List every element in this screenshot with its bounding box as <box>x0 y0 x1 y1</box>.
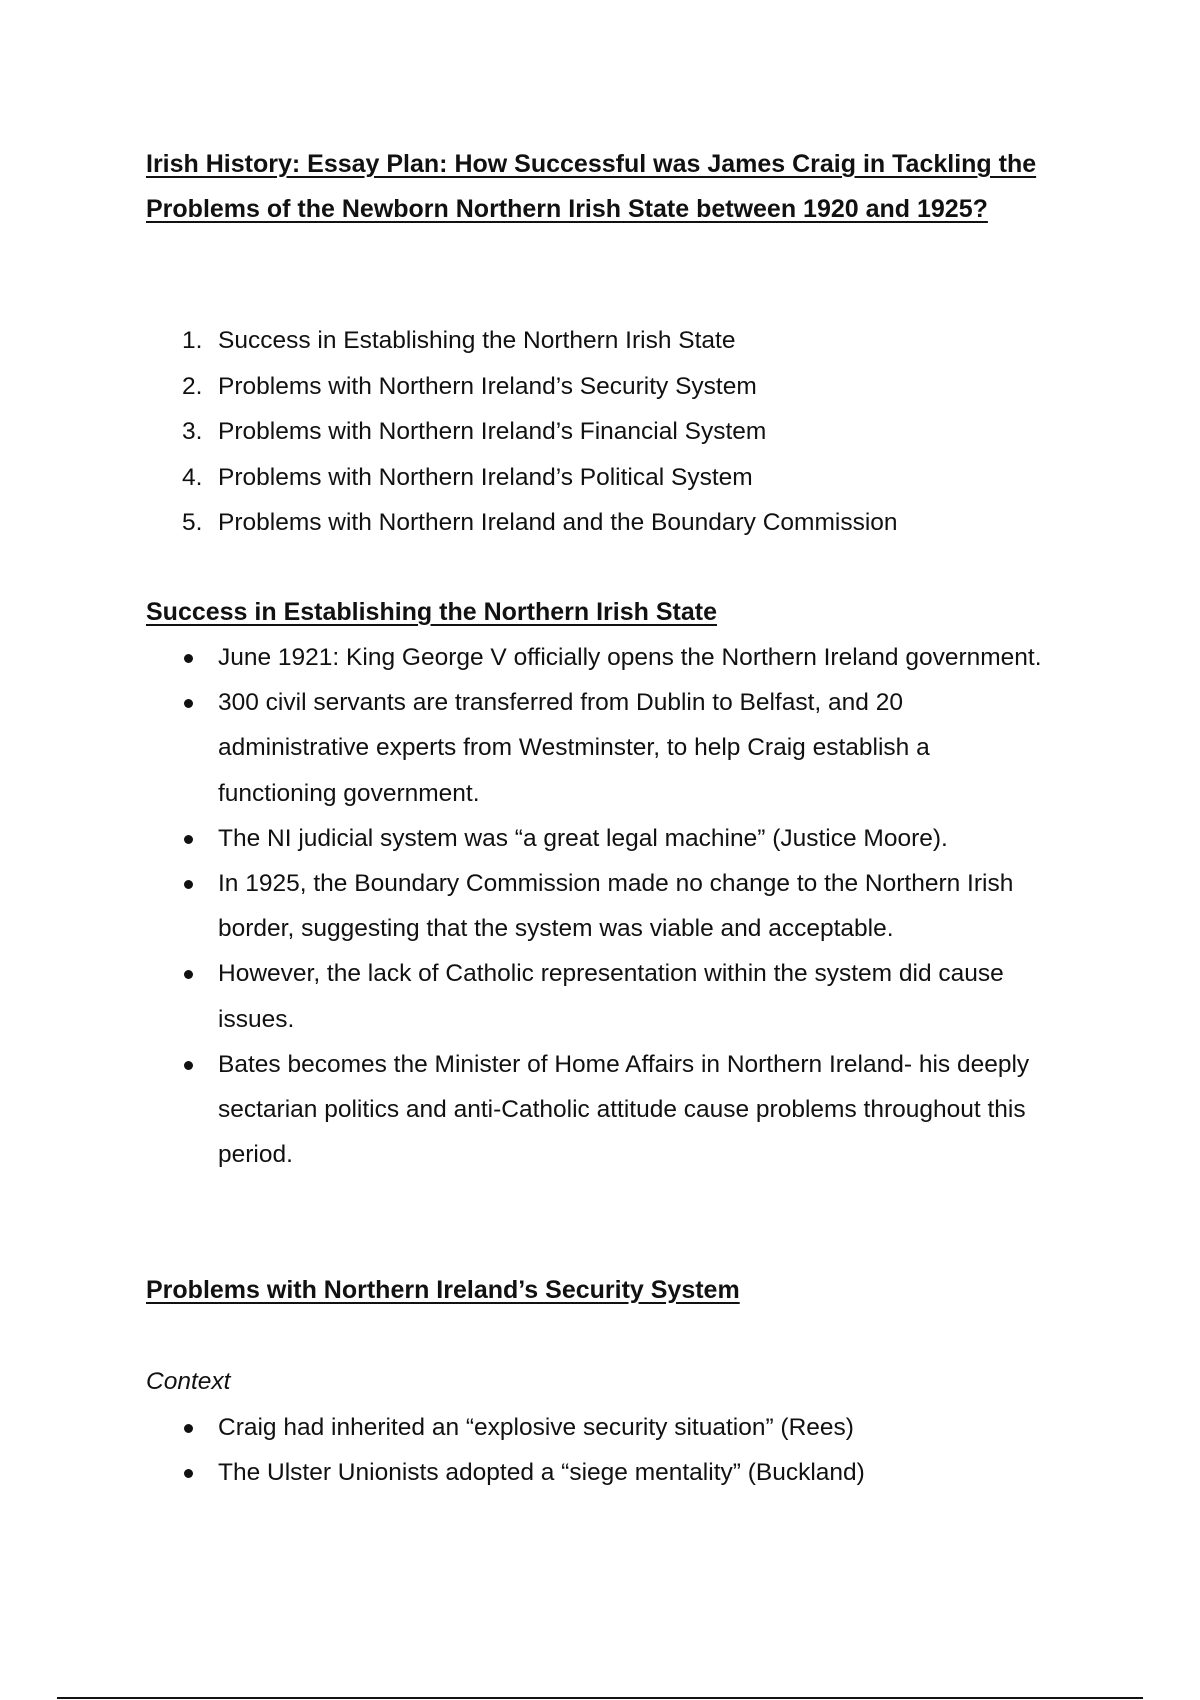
bullet-icon <box>184 880 193 889</box>
bullet-text: 300 civil servants are transferred from Dublin to Belfast, and 20 administrative experts from Westminster, to help Craig establish a functioning government. <box>218 689 930 807</box>
list-item <box>146 680 1046 816</box>
list-item <box>146 635 1046 680</box>
list-item <box>146 1042 1046 1178</box>
list-item <box>146 951 1046 1041</box>
outline-item <box>146 364 1046 410</box>
outline-number: 1. <box>182 327 203 354</box>
outline-number: 4. <box>182 463 203 491</box>
bullet-text: However, the lack of Catholic representation within the system did cause issues. <box>218 960 1004 1033</box>
bullet-text: June 1921: King George V officially opens the Northern Ireland government. <box>218 644 1042 671</box>
bullet-icon <box>184 1469 193 1478</box>
bullet-text: The NI judicial system was “a great legal machine” (Justice Moore). <box>218 824 948 852</box>
bullet-icon <box>184 970 193 979</box>
outline-text: Problems with Northern Ireland’s Political System <box>218 463 753 491</box>
outline-number: 2. <box>182 372 203 400</box>
section-heading-success: Success in Establishing the Northern Irish State <box>146 598 717 626</box>
security-bullet-list <box>146 1405 1046 1495</box>
outline-text: Success in Establishing the Northern Irish State <box>218 327 736 354</box>
outline-text: Problems with Northern Ireland’s Financial System <box>218 418 767 445</box>
list-item <box>146 1405 1046 1450</box>
list-item <box>146 816 1046 861</box>
list-item <box>146 1450 1046 1495</box>
outline-number: 3. <box>182 418 203 445</box>
document-title: Irish History: Essay Plan: How Successful was James Craig in Tackling the Problems of the Newborn Northern Irish State between 1920 and 1925? <box>146 150 1037 223</box>
outline-item <box>146 318 1046 364</box>
success-bullet-list <box>146 635 1046 1177</box>
bullet-icon <box>184 835 193 844</box>
bullet-text: Craig had inherited an “explosive security situation” (Rees) <box>218 1414 854 1441</box>
outline-text: Problems with Northern Ireland’s Security System <box>218 372 757 400</box>
bullet-text: The Ulster Unionists adopted a “siege mentality” (Buckland) <box>218 1459 865 1487</box>
outline-item <box>146 500 1046 546</box>
bullet-icon <box>184 1061 193 1070</box>
bullet-icon <box>184 654 193 663</box>
list-item <box>146 861 1046 951</box>
outline-item <box>146 455 1046 501</box>
bullet-icon <box>184 1424 193 1433</box>
outline-text: Problems with Northern Ireland and the Boundary Commission <box>218 509 898 536</box>
bullet-icon <box>184 699 193 708</box>
section-heading-security: Problems with Northern Ireland’s Security System <box>146 1276 740 1304</box>
bullet-text: In 1925, the Boundary Commission made no change to the Northern Irish border, suggesting that the system was viable and acceptable. <box>218 870 1014 943</box>
essay-outline <box>146 318 1046 546</box>
bullet-text: Bates becomes the Minister of Home Affairs in Northern Ireland- his deeply sectarian politics and anti-Catholic attitude cause problems throughout this period. <box>218 1050 1030 1169</box>
outline-item <box>146 409 1046 455</box>
footer-divider <box>57 1697 1143 1699</box>
context-subheading: Context <box>146 1368 231 1395</box>
outline-number: 5. <box>182 509 203 536</box>
